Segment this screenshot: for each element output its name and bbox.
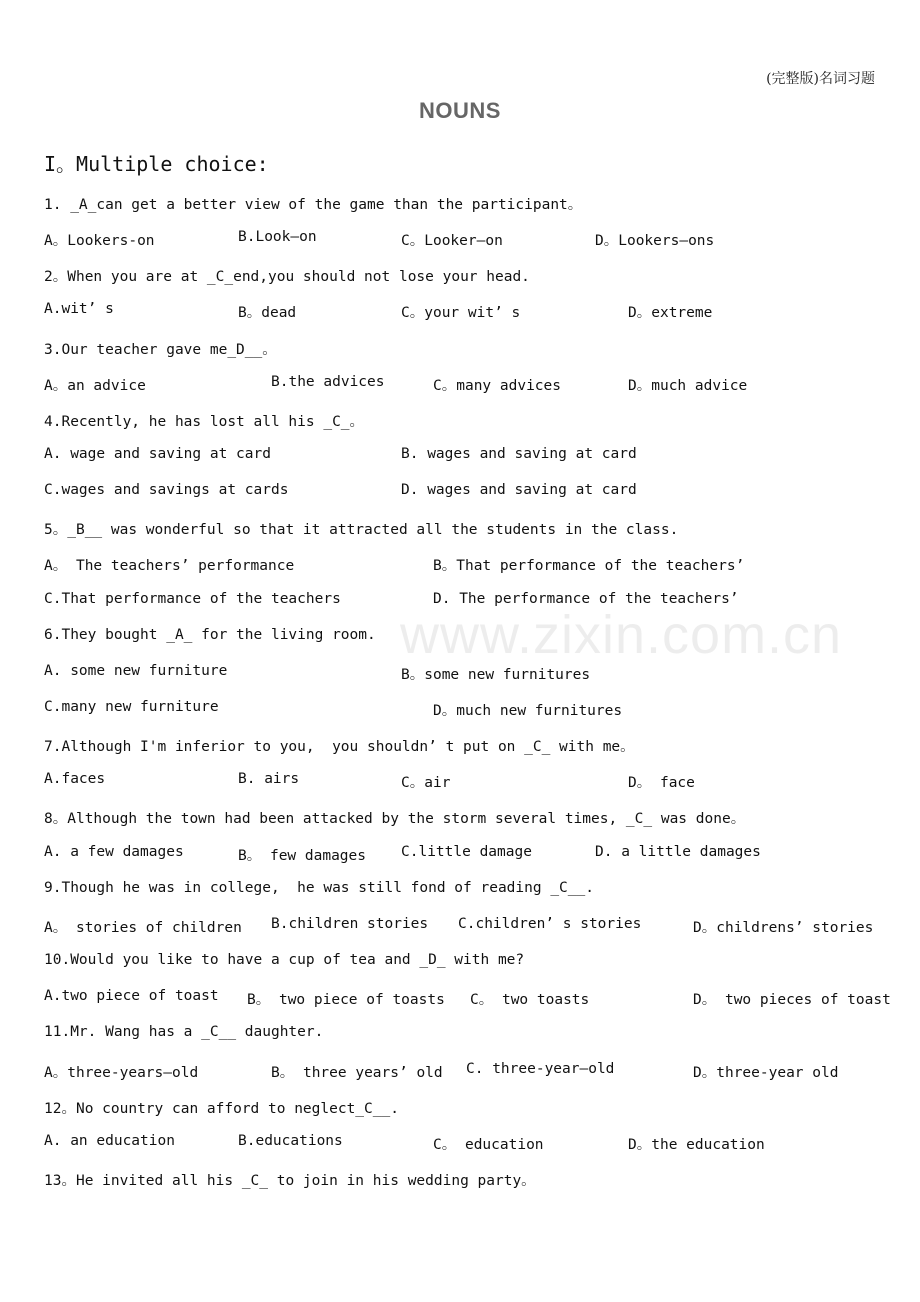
- option-12c: C。 education: [433, 1137, 544, 1153]
- question-10: 10.Would you like to have a cup of tea and _D_ with me?: [44, 952, 525, 968]
- option-2d: D。extreme: [628, 305, 713, 321]
- option-12d: D。the education: [628, 1137, 765, 1153]
- option-5c: C.That performance of the teachers: [44, 591, 341, 607]
- option-6c: C.many new furniture: [44, 699, 219, 715]
- option-1b: B.Look—on: [238, 229, 317, 245]
- option-6d: D。much new furnitures: [433, 703, 623, 719]
- option-1c: C。Looker—on: [401, 233, 503, 249]
- question-9: 9.Though he was in college, he was still fond of reading _C__.: [44, 880, 594, 896]
- option-3d: D。much advice: [628, 378, 748, 394]
- option-9b: B.children stories: [271, 916, 429, 932]
- option-2c: C。your wit’ s: [401, 305, 521, 321]
- option-8c: C.little damage: [401, 844, 532, 860]
- option-5b: B。That performance of the teachers’: [433, 558, 745, 574]
- option-5a: A。 The teachers’ performance: [44, 558, 295, 574]
- question-12: 12。No country can afford to neglect_C__.: [44, 1101, 399, 1117]
- header-note: (完整版)名词习题: [766, 71, 875, 87]
- option-4b: B. wages and saving at card: [401, 446, 637, 462]
- question-6: 6.They bought _A_ for the living room.: [44, 627, 376, 643]
- question-11: 11.Mr. Wang has a _C__ daughter.: [44, 1024, 324, 1040]
- option-1d: D。Lookers—ons: [595, 233, 715, 249]
- option-10c: C。 two toasts: [470, 992, 590, 1008]
- option-7d: D。 face: [628, 775, 695, 791]
- option-3a: A。an advice: [44, 378, 146, 394]
- option-11b: B。 three years’ old: [271, 1065, 443, 1081]
- option-11a: A。three-years—old: [44, 1065, 199, 1081]
- option-8d: D. a little damages: [595, 844, 761, 860]
- option-9c: C.children’ s stories: [458, 916, 642, 932]
- question-2: 2。When you are at _C_end,you should not lose your head.: [44, 269, 530, 285]
- option-4d: D. wages and saving at card: [401, 482, 637, 498]
- option-7b: B. airs: [238, 771, 300, 787]
- option-10d: D。 two pieces of toast: [693, 992, 891, 1008]
- question-3: 3.Our teacher gave me_D__。: [44, 342, 277, 358]
- option-2b: B。dead: [238, 305, 297, 321]
- option-7a: A.faces: [44, 771, 106, 787]
- option-10a: A.two piece of toast: [44, 988, 219, 1004]
- option-9d: D。childrens’ stories: [693, 920, 874, 936]
- option-6b: B。some new furnitures: [401, 667, 591, 683]
- option-12a: A. an education: [44, 1133, 175, 1149]
- option-11d: D。three-year old: [693, 1065, 839, 1081]
- question-5: 5。_B__ was wonderful so that it attracted all the students in the class.: [44, 522, 679, 538]
- question-13: 13。He invited all his _C_ to join in his wedding party。: [44, 1173, 536, 1189]
- option-4c: C.wages and savings at cards: [44, 482, 289, 498]
- option-7c: C。air: [401, 775, 451, 791]
- option-9a: A。 stories of children: [44, 920, 242, 936]
- option-3c: C。many advices: [433, 378, 561, 394]
- question-8: 8。Although the town had been attacked by the storm several times, _C_ was done。: [44, 811, 746, 827]
- question-4: 4.Recently, he has lost all his _C_。: [44, 414, 365, 430]
- option-10b: B。 two piece of toasts: [247, 992, 445, 1008]
- option-4a: A. wage and saving at card: [44, 446, 271, 462]
- option-12b: B.educations: [238, 1133, 343, 1149]
- question-7: 7.Although I'm inferior to you, you shouldn’ t put on _C_ with me。: [44, 739, 635, 755]
- option-8b: B。 few damages: [238, 848, 366, 864]
- question-1: 1. _A_can get a better view of the game than the participant。: [44, 197, 583, 213]
- option-1a: A。Lookers-on: [44, 233, 155, 249]
- watermark: www.zixin.com.cn: [400, 605, 843, 665]
- option-3b: B.the advices: [271, 374, 385, 390]
- option-6a: A. some new furniture: [44, 663, 228, 679]
- option-2a: A.wit’ s: [44, 301, 114, 317]
- option-5d: D. The performance of the teachers’: [433, 591, 739, 607]
- option-11c: C. three-year—old: [466, 1061, 615, 1077]
- section-heading: I。Multiple choice:: [44, 152, 269, 176]
- option-8a: A. a few damages: [44, 844, 184, 860]
- page-title: NOUNS: [419, 98, 501, 123]
